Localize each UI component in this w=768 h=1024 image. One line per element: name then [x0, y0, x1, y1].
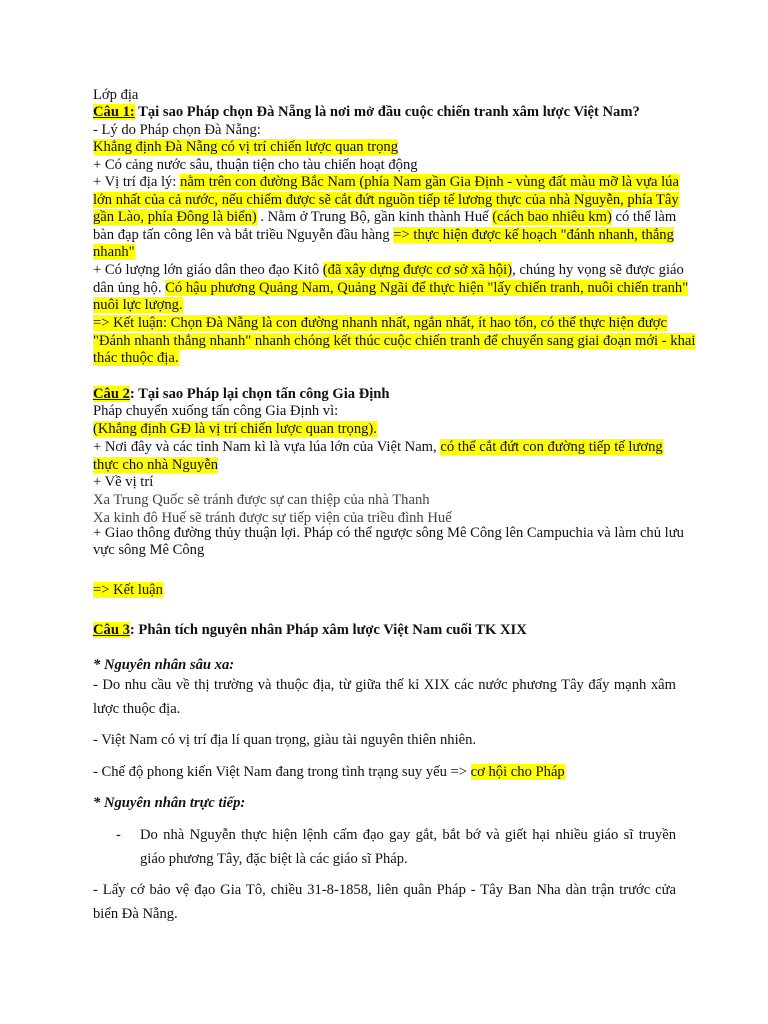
q2-heading — [93, 386, 676, 403]
q3-question: : Phân tích nguyên nhân Pháp xâm lược Việt Nam cuối TK XIX — [129, 622, 527, 638]
q3-direct-heading: * Nguyên nhân trực tiếp: — [93, 795, 246, 811]
q2-line — [93, 457, 676, 474]
q3-line: - Lấy cớ bảo vệ đạo Gia Tô, chiều 31-8-1858, liên quân Pháp - Tây Ban Nha dàn trận trước cửa — [93, 882, 676, 898]
q2-line — [93, 421, 676, 438]
q1-conclusion: thác thuộc địa. — [93, 350, 179, 366]
q2-line: Xa Trung Quốc sẽ tránh được sự can thiệp của nhà Thanh — [93, 492, 430, 508]
q3-line: - Việt Nam có vị trí địa lí quan trọng, giàu tài nguyên thiên nhiên. — [93, 732, 477, 748]
q1-line — [93, 192, 679, 209]
q1-highlight: Khẳng định Đà Nẵng có vị trí chiến lược quan trọng — [93, 139, 398, 155]
q1-label: Câu 1: — [93, 104, 135, 120]
q1-line: gần Lào, phía Đông là biển) . Nằm ở Trung Bộ, gần kinh thành Huế (cách bao nhiêu km) có thể làm — [93, 209, 677, 225]
q2-highlight: (Khẳng định GĐ là vị trí chiến lược quan trọng). — [93, 421, 377, 437]
q1-highlight: nhanh" — [93, 244, 135, 260]
q1-conclusion: => Kết luận: Chọn Đà Nẵng là con đường nhanh nhất, ngắn nhất, ít hao tổn, có thể thực hiện được — [93, 315, 667, 331]
q2-conclusion: => Kết luận — [93, 582, 163, 598]
q1-line: dân ủng hộ. Có hậu phương Quảng Nam, Quảng Ngãi để thực hiện "lấy chiến tranh, nuôi chiến tranh" — [93, 280, 689, 296]
q2-line: + Nơi đây và các tỉnh Nam kì là vựa lúa lớn của Việt Nam, có thể cắt đứt con đường tiếp tế lương — [93, 439, 663, 455]
q3-highlight: cơ hội cho Pháp — [470, 764, 565, 780]
q1-line: + Có cảng nước sâu, thuận tiện cho tàu chiến hoạt động — [93, 157, 418, 173]
q3-line: - Do nhu cầu về thị trường và thuộc địa, từ giữa thế kỉ XIX các nước phương Tây đẩy mạnh xâm — [93, 677, 676, 693]
q2-line: Pháp chuyển xuống tấn công Gia Định vì: — [93, 403, 339, 419]
q2-label: Câu 2 — [93, 386, 130, 402]
doc-title: Lớp địa — [93, 87, 139, 103]
q2-question: : Tại sao Pháp lại chọn tấn công Gia Định — [129, 386, 390, 402]
q3-line: lược thuộc địa. — [93, 701, 181, 717]
q3-label: Câu 3 — [93, 622, 130, 638]
q3-deep-heading: * Nguyên nhân sâu xa: — [93, 657, 235, 673]
q2-line: + Giao thông đường thủy thuận lợi. Pháp có thể ngược sông Mê Công lên Campuchia và làm chủ lưu — [93, 525, 684, 541]
q2-line: + Về vị trí — [93, 474, 154, 490]
q1-highlight: (cách bao nhiêu km) — [492, 209, 612, 225]
q1-highlight: => thực hiện được kế hoạch "đánh nhanh, thắng — [393, 227, 674, 243]
q3-line: giáo phương Tây, đặc biệt là các giáo sĩ Pháp. — [140, 851, 408, 867]
q1-line: + Vị trí địa lý: nằm trên con đường Bắc Nam (phía Nam gần Gia Định - vùng đất màu mỡ là vựa lúa — [93, 174, 679, 190]
q3-line: biển Đà Nẵng. — [93, 906, 178, 922]
q3-line: Do nhà Nguyễn thực hiện lệnh cấm đạo gay gắt, bắt bớ và giết hại nhiều giáo sĩ truyền — [140, 827, 676, 843]
q1-highlight: lớn nhất của cả nước, nếu chiếm được sẽ cắt đứt nguồn tiếp tế lương thực của nhà Nguyễn, phía Tây — [93, 192, 679, 208]
q1-conclusion: "Đánh nhanh thắng nhanh" nhanh chóng kết thúc cuộc chiến tranh để chuyển sang giai đoạn mới - khai — [93, 333, 696, 349]
q1-highlight: Có hậu phương Quảng Nam, Quảng Ngãi để thực hiện "lấy chiến tranh, nuôi chiến tranh" — [165, 280, 689, 296]
q2-highlight: có thể cắt đứt con đường tiếp tế lương — [440, 439, 663, 455]
q2-highlight: thực cho nhà Nguyễn — [93, 457, 219, 473]
q1-line — [93, 139, 676, 156]
q1-line — [93, 244, 676, 261]
q1-line — [93, 297, 676, 314]
q2-line: Xa kinh đô Huế sẽ tránh được sự tiếp viện của triều đình Huế — [93, 510, 452, 526]
q3-line: - Chế độ phong kiến Việt Nam đang trong tình trạng suy yếu => cơ hội cho Pháp — [93, 764, 565, 780]
q1-line: bàn đạp tấn công lên và bắt triều Nguyễn đầu hàng => thực hiện được kế hoạch "đánh nhanh, thắng — [93, 227, 674, 243]
q1-question: Tại sao Pháp chọn Đà Nẵng là nơi mở đầu cuộc chiến tranh xâm lược Việt Nam? — [134, 104, 640, 120]
q1-highlight: gần Lào, phía Đông là biển) — [93, 209, 257, 225]
q1-line: + Có lượng lớn giáo dân theo đạo Kitô (đã xây dựng được cơ sở xã hội), chúng hy vọng sẽ được giáo — [93, 262, 684, 278]
q2-line: vực sông Mê Công — [93, 542, 205, 558]
q1-highlight: nằm trên con đường Bắc Nam (phía Nam gần Gia Định - vùng đất màu mỡ là vựa lúa — [180, 174, 679, 190]
q1-highlight: nuôi lực lượng. — [93, 297, 183, 313]
q1-heading — [93, 104, 676, 121]
q1-highlight: (đã xây dựng được cơ sở xã hội) — [322, 262, 513, 278]
list-bullet: - — [116, 827, 121, 843]
q3-heading — [93, 622, 676, 639]
q1-line: - Lý do Pháp chọn Đà Nẵng: — [93, 122, 261, 138]
